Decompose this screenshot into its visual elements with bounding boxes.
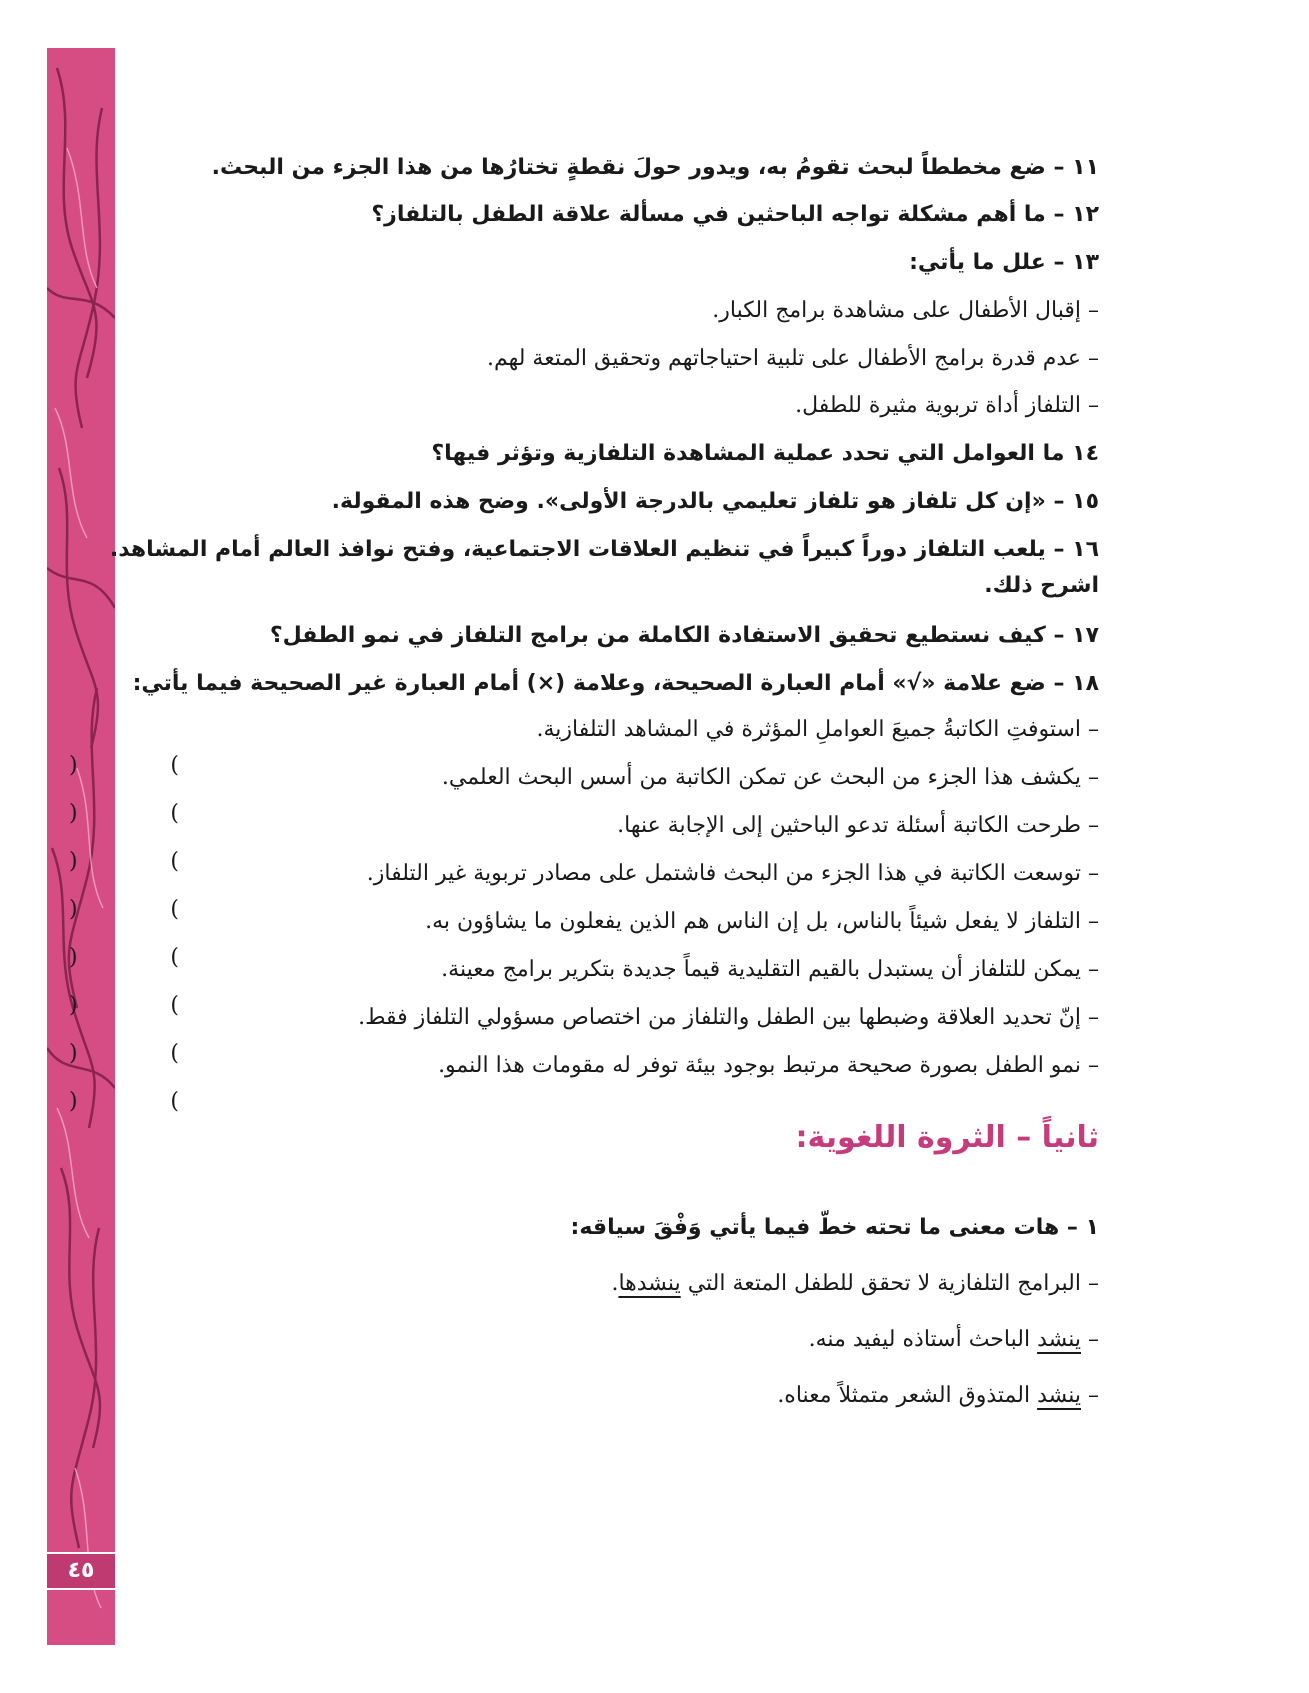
- question-15: ١٥ – «إن كل تلفاز هو تلفاز تعليمي بالدرجة الأولى». وضح هذه المقولة.: [331, 489, 1099, 514]
- q18-statement: – التلفاز لا يفعل شيئاً بالناس، بل إن الناس هم الذين يفعلون ما يشاؤون به. ) (: [139, 904, 1099, 940]
- question-13: ١٣ – علل ما يأتي:: [909, 250, 1099, 275]
- q18-statement: – توسعت الكاتبة في هذا الجزء من البحث فاشتمل على مصادر تربوية غير التلفاز. ) (: [139, 856, 1099, 892]
- q13-item: – عدم قدرة برامج الأطفال على تلبية احتياجاتهم وتحقيق المتعة لهم.: [486, 346, 1099, 371]
- question-17: ١٧ – كيف نستطيع تحقيق الاستفادة الكاملة من برامج التلفاز في نمو الطفل؟: [269, 623, 1099, 648]
- vocab-item: – البرامج التلفازية لا تحقق للطفل المتعة التي ينشدها.: [611, 1271, 1099, 1296]
- q18-statement: – استوفتِ الكاتبةُ جميعَ العواملِ المؤثرة في المشاهد التلفازية. ) (: [139, 712, 1099, 748]
- vocab-item: – ينشد الباحث أستاذه ليفيد منه.: [808, 1327, 1099, 1352]
- section-title: ثانياً – الثروة اللغوية:: [795, 1120, 1099, 1155]
- q18-statement: – نمو الطفل بصورة صحيحة مرتبط بوجود بيئة توفر له مقومات هذا النمو. ) (: [139, 1048, 1099, 1084]
- question-16: ١٦ – يلعب التلفاز دوراً كبيراً في تنظيم العلاقات الاجتماعية، وفتح نوافذ العالم أمام المشاهد. اشرح ذلك.: [109, 537, 1099, 598]
- q13-item: – إقبال الأطفال على مشاهدة برامج الكبار.: [712, 298, 1099, 323]
- q18-statement: – يمكن للتلفاز أن يستبدل بالقيم التقليدية قيماً جديدة بتكرير برامج معينة. ) (: [139, 952, 1099, 988]
- question-12: ١٢ – ما أهم مشكلة تواجه الباحثين في مسألة علاقة الطفل بالتلفاز؟: [371, 202, 1099, 227]
- answer-blank[interactable]: ) (: [69, 1089, 179, 1114]
- q18-statement: – يكشف هذا الجزء من البحث عن تمكن الكاتبة من أسس البحث العلمي. ) (: [139, 760, 1099, 796]
- question-18: ١٨ – ضع علامة «√» أمام العبارة الصحيحة، وعلامة (×) أمام العبارة غير الصحيحة فيما يأتي:: [132, 671, 1099, 696]
- answer-blank[interactable]: ) (: [69, 849, 179, 874]
- vocab-question-1: ١ – هات معنى ما تحته خطّ فيما يأتي وَفْقَ سياقه:: [570, 1215, 1099, 1240]
- q13-item: – التلفاز أداة تربوية مثيرة للطفل.: [795, 393, 1099, 418]
- answer-blank[interactable]: ) (: [69, 1041, 179, 1066]
- q18-statement: – إنّ تحديد العلاقة وضبطها بين الطفل والتلفاز من اختصاص مسؤولي التلفاز فقط. ) (: [139, 1000, 1099, 1036]
- q18-statement: – طرحت الكاتبة أسئلة تدعو الباحثين إلى الإجابة عنها. ) (: [139, 808, 1099, 844]
- page-number: ٤٥: [47, 1552, 115, 1590]
- answer-blank[interactable]: ) (: [69, 945, 179, 970]
- vocab-item: – ينشد المتذوق الشعر متمثلاً معناه.: [777, 1383, 1099, 1408]
- answer-blank[interactable]: ) (: [69, 753, 179, 778]
- question-11: ١١ – ضع مخططاً لبحث تقومُ به، ويدور حولَ نقطةٍ تختارُها من هذا الجزء من البحث.: [211, 155, 1099, 180]
- answer-blank[interactable]: ) (: [69, 993, 179, 1018]
- answer-blank[interactable]: ) (: [69, 897, 179, 922]
- question-14: ١٤ ما العوامل التي تحدد عملية المشاهدة التلفازية وتؤثر فيها؟: [431, 441, 1099, 466]
- answer-blank[interactable]: ) (: [69, 801, 179, 826]
